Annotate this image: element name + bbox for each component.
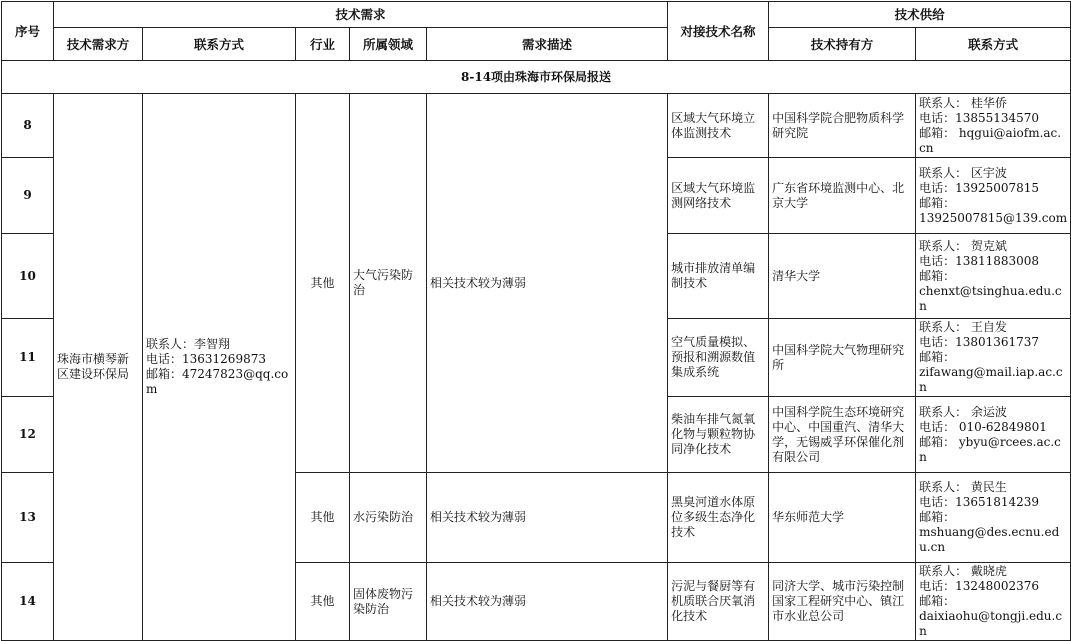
- supply-contact: 联系人： 区宇波 电话：13925007815 邮箱： 13925007815@139.com: [916, 158, 1071, 234]
- description-cell: 相关技术较为薄弱: [427, 563, 668, 641]
- tech-name: 污泥与餐厨等有机质联合厌氧消化技术: [668, 563, 769, 641]
- tech-name: 区域大气环境监测网络技术: [668, 158, 769, 234]
- tech-holder: 广东省环境监测中心、北京大学: [769, 158, 916, 234]
- tech-name: 黑臭河道水体原位多级生态净化技术: [668, 473, 769, 563]
- header-supply-contact: 联系方式: [916, 28, 1071, 61]
- header-contact: 联系方式: [143, 28, 296, 61]
- row-number: 13: [2, 473, 54, 563]
- header-description: 需求描述: [427, 28, 668, 61]
- industry-cell: 其他: [296, 473, 350, 563]
- description-cell: 相关技术较为薄弱: [427, 473, 668, 563]
- tech-name: 空气质量模拟、预报和溯源数值集成系统: [668, 319, 769, 397]
- supply-contact: 联系人： 戴晓虎 电话：13248002376 邮箱： daixiaohu@tongji.edu.cn: [916, 563, 1071, 641]
- tech-name: 柴油车排气氮氧化物与颗粒物协同净化技术: [668, 397, 769, 473]
- field-cell: 水污染防治: [350, 473, 427, 563]
- supply-contact: 联系人： 贺克斌 电话：13811883008 邮箱： chenxt@tsinghua.edu.cn: [916, 234, 1071, 319]
- tech-name: 城市排放清单编制技术: [668, 234, 769, 319]
- table-row: [2, 94, 1071, 158]
- tech-holder: 华东师范大学: [769, 473, 916, 563]
- row-number: 10: [2, 234, 54, 319]
- supply-contact: 联系人： 余运波 电话： 010-62849801 邮箱： ybyu@rcees.ac.cn: [916, 397, 1071, 473]
- tech-holder: 中国科学院生态环境研究中心、中国重汽、清华大学，无锡威孚环保催化剂有限公司: [769, 397, 916, 473]
- tech-matching-table: [1, 1, 1071, 641]
- tech-holder: 中国科学院大气物理研究所: [769, 319, 916, 397]
- supply-contact: 联系人： 黄民生 电话：13651814239 邮箱： mshuang@des.ecnu.edu.cn: [916, 473, 1071, 563]
- field-cell: 固体废物污染防治: [350, 563, 427, 641]
- header-industry: 行业: [296, 28, 350, 61]
- header-demand-group: 技术需求: [54, 2, 668, 28]
- demand-party: 珠海市横琴新区建设环保局: [54, 94, 143, 641]
- header-demander: 技术需求方: [54, 28, 143, 61]
- industry-cell: 其他: [296, 94, 350, 473]
- supply-contact: 联系人： 桂华侨 电话：13855134570 邮箱： hqgui@aiofm.ac.cn: [916, 94, 1071, 158]
- row-number: 14: [2, 563, 54, 641]
- tech-name: 区域大气环境立体监测技术: [668, 94, 769, 158]
- row-number: 12: [2, 397, 54, 473]
- header-field: 所属领域: [350, 28, 427, 61]
- description-cell: 相关技术较为薄弱: [427, 94, 668, 473]
- row-number: 8: [2, 94, 54, 158]
- supply-contact: 联系人： 王自发 电话：13801361737 邮箱： zifawang@mail.iap.ac.cn: [916, 319, 1071, 397]
- tech-holder: 同济大学、城市污染控制国家工程研究中心、镇江市水业总公司: [769, 563, 916, 641]
- section-title: 8-14项由珠海市环保局报送: [2, 61, 1071, 94]
- row-number: 9: [2, 158, 54, 234]
- row-number: 11: [2, 319, 54, 397]
- demand-contact: 联系人：李智翔 电话：13631269873 邮箱：47247823@qq.com: [143, 94, 296, 641]
- tech-holder: 中国科学院合肥物质科学研究院: [769, 94, 916, 158]
- header-matched-tech: 对接技术名称: [668, 2, 769, 61]
- header-holder: 技术持有方: [769, 28, 916, 61]
- tech-holder: 清华大学: [769, 234, 916, 319]
- header-supply-group: 技术供给: [769, 2, 1071, 28]
- field-cell: 大气污染防治: [350, 94, 427, 473]
- header-seq: 序号: [2, 2, 54, 61]
- industry-cell: 其他: [296, 563, 350, 641]
